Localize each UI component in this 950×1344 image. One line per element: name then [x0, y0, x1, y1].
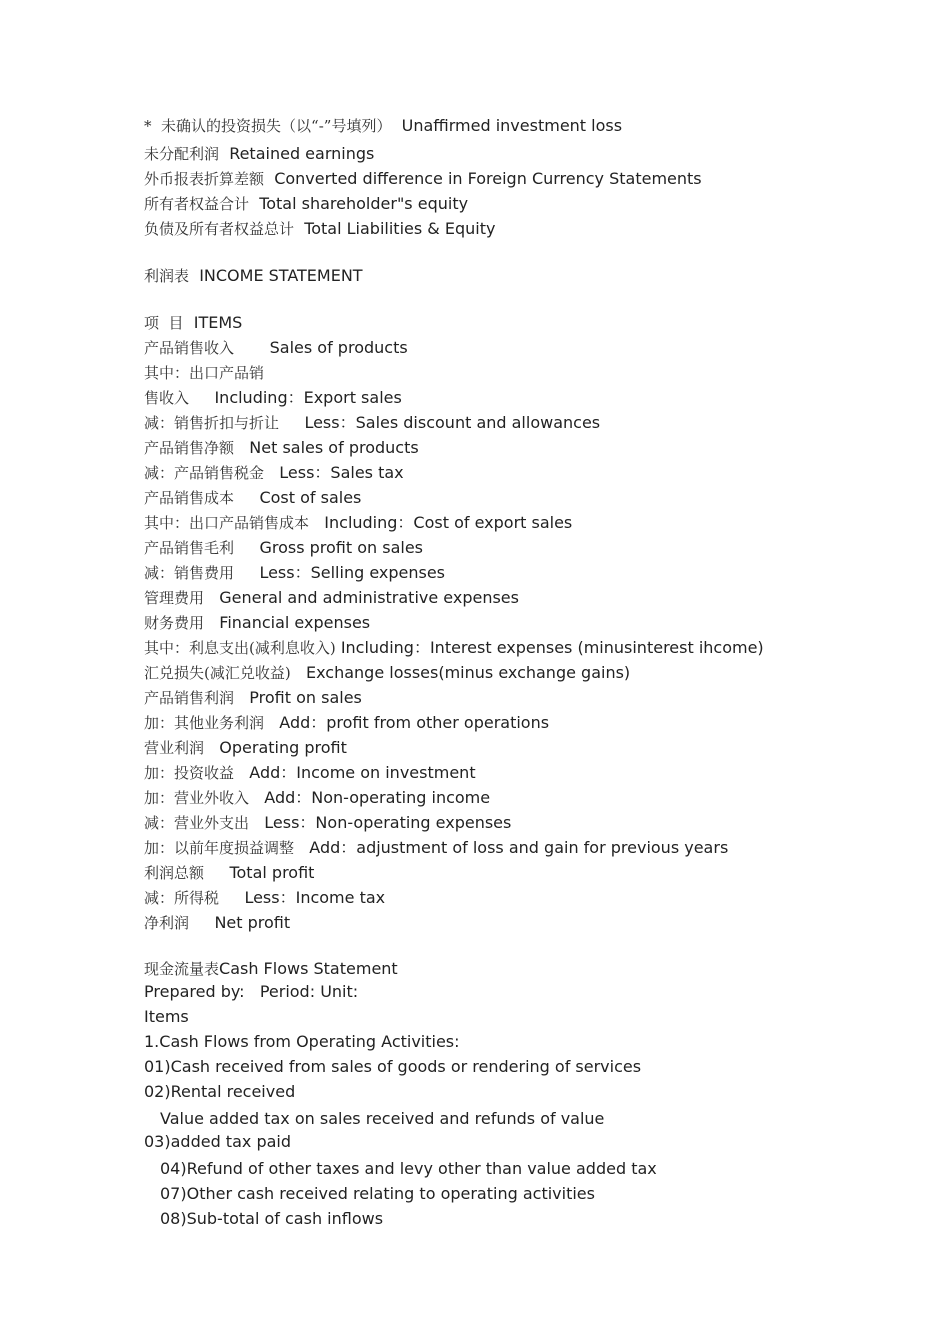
text-line	[160, 1159, 657, 1179]
english-term: Total shareholder"s equity	[259, 194, 469, 213]
chinese-term: 营业利润	[144, 739, 205, 757]
english-term: 1.Cash Flows from Operating Activities:	[144, 1032, 460, 1051]
text-line	[144, 438, 419, 458]
english-term: Items	[144, 1007, 189, 1026]
chinese-term: 减：营业外支出	[144, 814, 250, 832]
english-term: General and administrative expenses	[219, 588, 519, 607]
english-term: Unaffirmed investment loss	[401, 116, 623, 135]
text-line	[144, 1132, 291, 1152]
chinese-term: 其中：利息支出(减利息收入)	[144, 639, 336, 657]
chinese-term: 加：营业外收入	[144, 789, 250, 807]
english-term: Total profit	[229, 863, 315, 882]
english-term: 07)Other cash received relating to operating activities	[160, 1184, 595, 1203]
text-line	[144, 813, 511, 833]
english-term: Less：Income tax	[244, 888, 386, 907]
text-line	[144, 738, 347, 758]
chinese-term: 其中：出口产品销售成本	[144, 514, 310, 532]
chinese-term: 净利润	[144, 914, 190, 932]
chinese-term: 其中：出口产品销	[144, 364, 265, 382]
text-line	[144, 982, 358, 1002]
section-heading-cash-flows	[144, 959, 398, 979]
chinese-term: 利润总额	[144, 864, 205, 882]
chinese-term: 项 目	[144, 314, 184, 332]
english-term: Value added tax on sales received and refunds of value	[160, 1109, 605, 1128]
english-term: Converted difference in Foreign Currency Statements	[274, 169, 702, 188]
english-term: 02)Rental received	[144, 1082, 296, 1101]
chinese-term: 利润表	[144, 267, 190, 285]
text-line	[144, 913, 290, 933]
english-term: INCOME STATEMENT	[199, 266, 363, 285]
chinese-term: 现金流量表	[144, 960, 220, 978]
chinese-term: 汇兑损失(减汇兑收益)	[144, 664, 291, 682]
text-line	[144, 363, 264, 383]
text-line	[144, 116, 622, 136]
english-term: Net sales of products	[249, 438, 419, 457]
text-line	[160, 1109, 604, 1129]
text-line	[144, 688, 362, 708]
english-term: Including：Cost of export sales	[324, 513, 573, 532]
text-line	[144, 588, 519, 608]
chinese-term: 产品销售成本	[144, 489, 235, 507]
text-line	[144, 1032, 460, 1052]
english-term: Add：Income on investment	[249, 763, 476, 782]
english-term: 04)Refund of other taxes and levy other than value added tax	[160, 1159, 657, 1178]
chinese-term: 减：销售费用	[144, 564, 235, 582]
chinese-term: 产品销售利润	[144, 689, 235, 707]
chinese-term: 减：产品销售税金	[144, 464, 265, 482]
english-term: Cost of sales	[259, 488, 362, 507]
text-line	[144, 169, 702, 189]
english-term: Retained earnings	[229, 144, 375, 163]
chinese-term: 产品销售净额	[144, 439, 235, 457]
text-line	[144, 613, 370, 633]
text-line	[144, 513, 572, 533]
chinese-term: 加：投资收益	[144, 764, 235, 782]
text-line	[160, 1184, 595, 1204]
chinese-term: 未分配利润	[144, 145, 220, 163]
english-term: Net profit	[214, 913, 291, 932]
text-line	[144, 1007, 189, 1027]
text-line	[144, 144, 374, 164]
text-line	[144, 1057, 641, 1077]
chinese-term: 售收入	[144, 389, 190, 407]
section-heading-income-statement	[144, 266, 363, 286]
english-term: Operating profit	[219, 738, 347, 757]
english-term: Profit on sales	[249, 688, 362, 707]
english-term: Add：profit from other operations	[279, 713, 550, 732]
column-heading-items	[144, 313, 242, 333]
english-term: Cash Flows Statement	[219, 959, 398, 978]
english-term: Gross profit on sales	[259, 538, 424, 557]
text-line	[144, 763, 476, 783]
text-line	[144, 713, 549, 733]
text-line	[144, 194, 468, 214]
chinese-term: 加：以前年度损益调整	[144, 839, 295, 857]
text-line	[144, 563, 445, 583]
text-line	[144, 1082, 295, 1102]
text-line	[144, 863, 314, 883]
text-line	[160, 1209, 383, 1229]
english-term: Less：Sales discount and allowances	[304, 413, 601, 432]
chinese-term: 产品销售毛利	[144, 539, 235, 557]
text-line	[144, 788, 490, 808]
text-line	[144, 838, 728, 858]
chinese-term: 负债及所有者权益总计	[144, 220, 295, 238]
text-line	[144, 388, 402, 408]
english-term: Add：Non-operating income	[264, 788, 491, 807]
english-term: Exchange losses(minus exchange gains)	[305, 663, 631, 682]
chinese-term: 减：所得税	[144, 889, 220, 907]
text-line	[144, 463, 404, 483]
chinese-term: * 未确认的投资损失（以“-”号填列）	[144, 117, 392, 135]
text-line	[144, 488, 361, 508]
english-term: Sales of products	[269, 338, 408, 357]
chinese-term: 产品销售收入	[144, 339, 235, 357]
english-term: 03)added tax paid	[144, 1132, 291, 1151]
english-term: Financial expenses	[219, 613, 371, 632]
text-line	[144, 538, 423, 558]
english-term: 01)Cash received from sales of goods or rendering of services	[144, 1057, 642, 1076]
text-line	[144, 638, 764, 658]
chinese-term: 管理费用	[144, 589, 205, 607]
chinese-term: 外币报表折算差额	[144, 170, 265, 188]
chinese-term: 减：销售折扣与折让	[144, 414, 280, 432]
text-line	[144, 219, 495, 239]
chinese-term: 财务费用	[144, 614, 205, 632]
english-term: Including：Export sales	[214, 388, 402, 407]
english-term: Prepared by: Period: Unit:	[144, 982, 359, 1001]
english-term: Less：Selling expenses	[259, 563, 446, 582]
english-term: Add：adjustment of loss and gain for previous years	[309, 838, 729, 857]
text-line	[144, 413, 600, 433]
english-term: 08)Sub-total of cash inflows	[160, 1209, 384, 1228]
english-term: Including：Interest expenses (minusinterest ihcome)	[340, 638, 764, 657]
english-term: ITEMS	[193, 313, 243, 332]
english-term: Less：Sales tax	[279, 463, 404, 482]
text-line	[144, 888, 385, 908]
text-line	[144, 338, 408, 358]
english-term: Less：Non-operating expenses	[264, 813, 512, 832]
chinese-term: 所有者权益合计	[144, 195, 250, 213]
english-term: Total Liabilities & Equity	[304, 219, 496, 238]
chinese-term: 加：其他业务利润	[144, 714, 265, 732]
text-line	[144, 663, 630, 683]
